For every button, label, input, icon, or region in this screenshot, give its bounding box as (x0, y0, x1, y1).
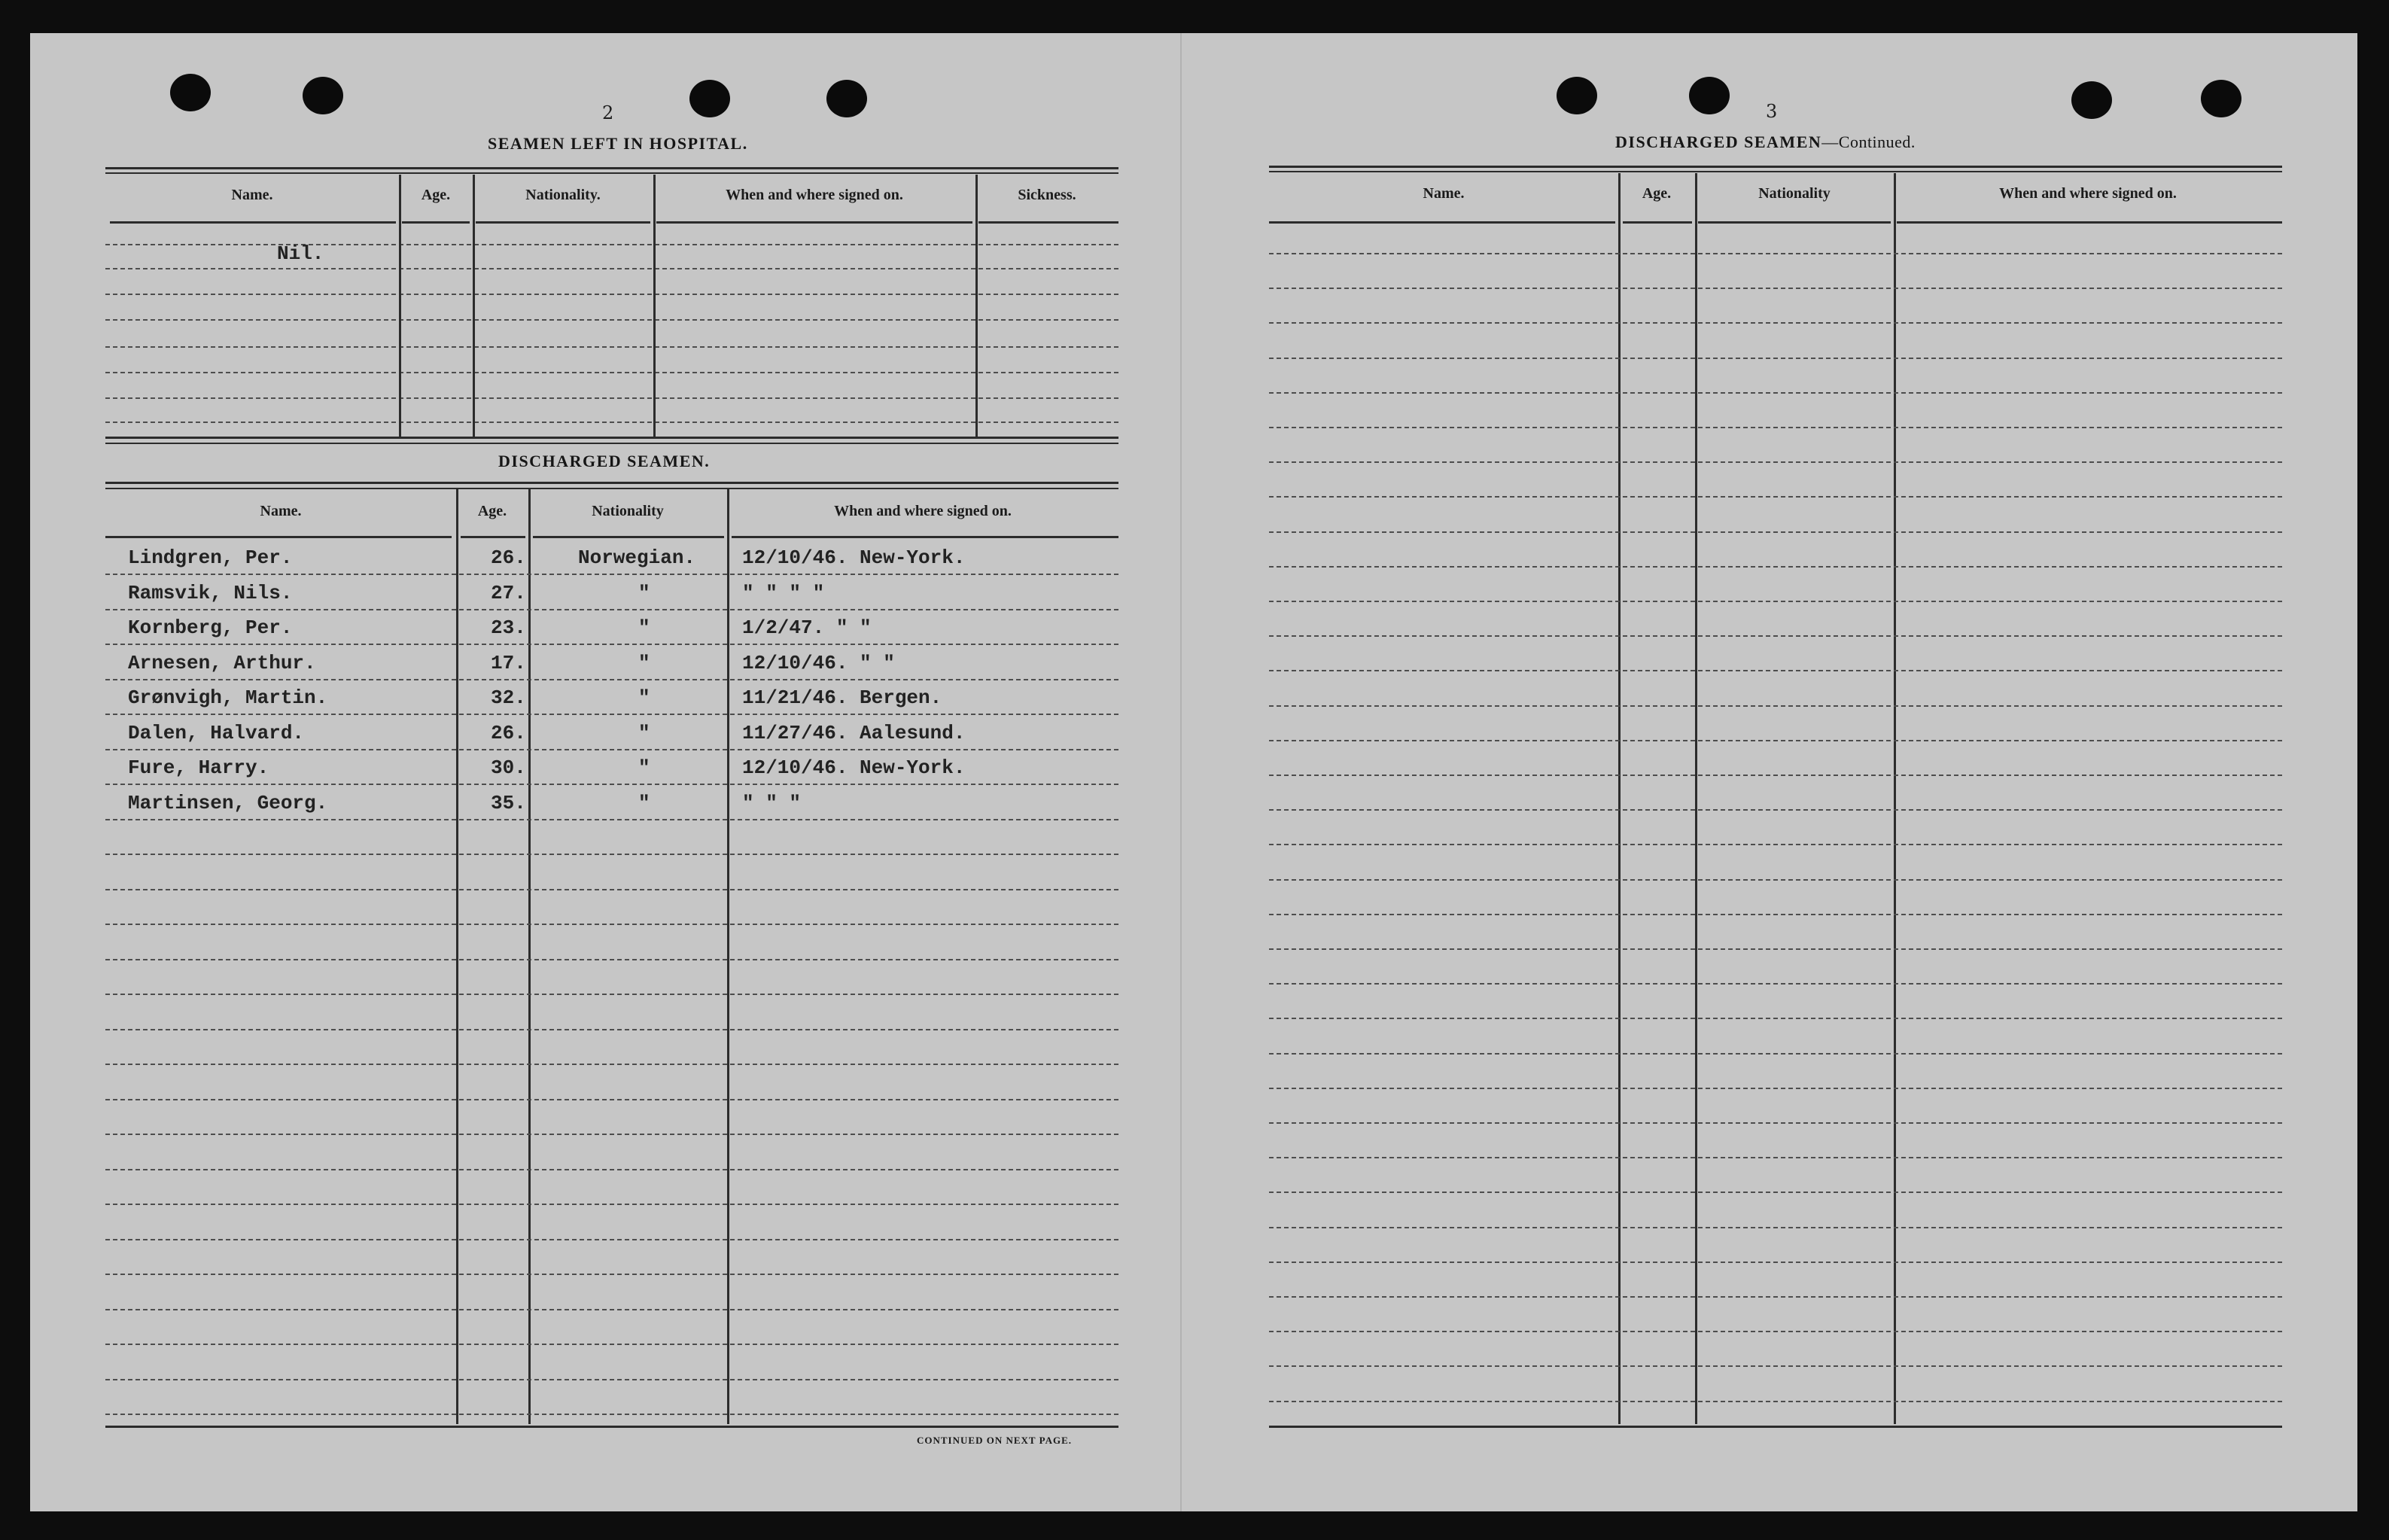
discharged-row-2-nationality: " (638, 616, 650, 639)
discharged-row-6-signed-on: 12/10/46. New-York. (742, 756, 966, 779)
discharged-header-rule-name (105, 536, 452, 538)
discharged-ruled-line (105, 1099, 1118, 1100)
continued-ruled-line (1269, 427, 2282, 428)
continued-ruled-line (1269, 983, 2282, 985)
hospital-ruled-line (105, 346, 1118, 348)
continued-header-rule-nat (1698, 221, 1891, 224)
continued-ruled-line (1269, 601, 2282, 602)
hospital-ruled-line (105, 372, 1118, 373)
discharged-row-1-nationality: " (638, 582, 650, 604)
continued-ruled-line (1269, 740, 2282, 741)
discharged-top-rule (105, 482, 1118, 484)
discharged-row-1-age: 27. (491, 582, 526, 604)
discharged-column-divider (456, 489, 458, 1424)
continued-ruled-line (1269, 775, 2282, 776)
punch-hole (689, 80, 730, 117)
discharged-ruled-line (105, 1064, 1118, 1065)
discharged-ruled-line (105, 1169, 1118, 1170)
continued-ruled-line (1269, 844, 2282, 845)
continued-header-3: When and where signed on. (1999, 185, 2177, 202)
continued-ruled-line (1269, 1262, 2282, 1263)
discharged-ruled-line (105, 574, 1118, 575)
continued-header-1: Age. (1642, 185, 1672, 202)
hospital-header-4: Sickness. (1018, 187, 1076, 203)
discharged-row-3-name: Arnesen, Arthur. (128, 652, 316, 674)
hospital-ruled-line (105, 268, 1118, 269)
hospital-header-rule-sick (978, 221, 1118, 224)
continued-ruled-line (1269, 1157, 2282, 1158)
discharged-header-1: Age. (477, 503, 507, 519)
continued-column-divider (1618, 173, 1621, 1424)
discharged-ruled-line (105, 924, 1118, 925)
continued-ruled-line (1269, 1331, 2282, 1332)
discharged-header-rule-age (461, 536, 525, 538)
hospital-column-divider (653, 175, 656, 437)
discharged-ruled-line (105, 1379, 1118, 1380)
discharged-row-6-nationality: " (638, 756, 650, 779)
discharged-row-0-nationality: Norwegian. (578, 546, 696, 569)
continued-ruled-line (1269, 809, 2282, 811)
continued-top-rule (1269, 166, 2282, 168)
continued-header-0: Name. (1423, 185, 1465, 202)
discharged-row-0-signed-on: 12/10/46. New-York. (742, 546, 966, 569)
discharged-ruled-line (105, 1239, 1118, 1240)
continued-top-rule-thin (1269, 171, 2282, 172)
discharged-row-3-nationality: " (638, 652, 650, 674)
punch-hole (826, 80, 867, 117)
discharged-header-3: When and where signed on. (834, 503, 1012, 519)
continued-ruled-line (1269, 948, 2282, 950)
discharged-row-7-age: 35. (491, 792, 526, 814)
discharged-ruled-line (105, 1274, 1118, 1275)
discharged-header-0: Name. (260, 503, 302, 519)
continued-ruled-line (1269, 1122, 2282, 1124)
continued-ruled-line (1269, 1088, 2282, 1089)
discharged-row-5-signed-on: 11/27/46. Aalesund. (742, 722, 966, 744)
continued-ruled-line (1269, 392, 2282, 394)
discharged-ruled-line (105, 749, 1118, 750)
discharged-top-rule-thin (105, 488, 1118, 489)
hospital-bottom-rule (105, 437, 1118, 439)
discharged-row-4-signed-on: 11/21/46. Bergen. (742, 686, 942, 709)
discharged-row-3-signed-on: 12/10/46. " " (742, 652, 895, 674)
discharged-row-2-age: 23. (491, 616, 526, 639)
continued-footer: CONTINUED ON NEXT PAGE. (917, 1435, 1072, 1446)
discharged-ruled-line (105, 959, 1118, 960)
hospital-top-rule (105, 167, 1118, 169)
discharged-ruled-line (105, 1029, 1118, 1030)
continued-ruled-line (1269, 1296, 2282, 1298)
continued-ruled-line (1269, 1053, 2282, 1055)
discharged-ruled-line (105, 784, 1118, 785)
hospital-header-3: When and where signed on. (726, 187, 903, 203)
discharged-ruled-line (105, 1344, 1118, 1345)
continued-ruled-line (1269, 635, 2282, 637)
page-number-right: 3 (1766, 101, 1778, 122)
hospital-header-rule-when (656, 221, 972, 224)
hospital-section-title: SEAMEN LEFT IN HOSPITAL. (488, 134, 748, 153)
continued-ruled-line (1269, 1018, 2282, 1019)
discharged-header-rule-when (732, 536, 1118, 538)
continued-ruled-line (1269, 322, 2282, 324)
hospital-nil-entry: Nil. (277, 242, 324, 265)
continued-header-2: Nationality (1758, 185, 1831, 202)
discharged-ruled-line (105, 609, 1118, 610)
discharged-ruled-line (105, 644, 1118, 645)
discharged-column-divider (727, 489, 729, 1424)
discharged-row-4-age: 32. (491, 686, 526, 709)
discharged-row-7-nationality: " (638, 792, 650, 814)
continued-header-rule-age (1623, 221, 1692, 224)
discharged-ruled-line (105, 1204, 1118, 1205)
discharged-ruled-line (105, 889, 1118, 890)
punch-hole (2201, 80, 2241, 117)
continued-title-main: DISCHARGED SEAMEN (1615, 132, 1822, 151)
discharged-row-7-signed-on: " " " (742, 792, 802, 814)
discharged-ruled-line (105, 679, 1118, 680)
hospital-header-0: Name. (231, 187, 273, 203)
hospital-ruled-line (105, 422, 1118, 423)
hospital-column-divider (399, 175, 401, 437)
continued-header-rule-name (1269, 221, 1615, 224)
discharged-section-title: DISCHARGED SEAMEN. (498, 452, 711, 470)
discharged-ruled-line (105, 819, 1118, 820)
form-sheet (30, 33, 2357, 1511)
discharged-ruled-line (105, 714, 1118, 715)
hospital-header-1: Age. (421, 187, 451, 203)
page-number-left: 2 (602, 102, 614, 123)
hospital-ruled-line (105, 397, 1118, 399)
discharged-row-1-name: Ramsvik, Nils. (128, 582, 293, 604)
discharged-row-5-name: Dalen, Halvard. (128, 722, 305, 744)
discharged-row-1-signed-on: " " " " (742, 582, 825, 604)
hospital-header-rule-nat (476, 221, 650, 224)
page-fold (1180, 33, 1182, 1511)
continued-ruled-line (1269, 288, 2282, 289)
discharged-row-0-name: Lindgren, Per. (128, 546, 293, 569)
continued-ruled-line (1269, 496, 2282, 498)
continued-ruled-line (1269, 1401, 2282, 1402)
continued-ruled-line (1269, 358, 2282, 359)
discharged-row-4-name: Grønvigh, Martin. (128, 686, 328, 709)
continued-ruled-line (1269, 705, 2282, 707)
discharged-row-5-nationality: " (638, 722, 650, 744)
continued-title-suffix: —Continued. (1821, 132, 1916, 151)
discharged-row-5-age: 26. (491, 722, 526, 744)
hospital-column-divider (473, 175, 475, 437)
discharged-ruled-line (105, 994, 1118, 995)
discharged-row-7-name: Martinsen, Georg. (128, 792, 328, 814)
discharged-header-rule-nat (533, 536, 724, 538)
continued-header-rule-when (1897, 221, 2282, 224)
continued-ruled-line (1269, 531, 2282, 533)
punch-hole (303, 77, 343, 114)
hospital-bottom-rule-thin (105, 443, 1118, 444)
discharged-row-6-age: 30. (491, 756, 526, 779)
hospital-top-rule-thin (105, 172, 1118, 174)
continued-section-title (1615, 132, 1916, 152)
continued-column-divider (1894, 173, 1896, 1424)
continued-ruled-line (1269, 670, 2282, 671)
hospital-header-rule-age (402, 221, 470, 224)
continued-ruled-line (1269, 879, 2282, 881)
continued-ruled-line (1269, 461, 2282, 463)
discharged-row-0-age: 26. (491, 546, 526, 569)
punch-hole (170, 74, 211, 111)
continued-ruled-line (1269, 1192, 2282, 1193)
discharged-ruled-line (105, 1134, 1118, 1135)
discharged-bottom-rule (105, 1426, 1118, 1428)
discharged-ruled-line (105, 854, 1118, 855)
continued-ruled-line (1269, 253, 2282, 254)
continued-ruled-line (1269, 1227, 2282, 1228)
discharged-row-2-signed-on: 1/2/47. " " (742, 616, 872, 639)
punch-hole (1689, 77, 1730, 114)
discharged-header-2: Nationality (592, 503, 664, 519)
hospital-column-divider (975, 175, 978, 437)
discharged-row-3-age: 17. (491, 652, 526, 674)
hospital-header-rule-name (110, 221, 396, 224)
continued-ruled-line (1269, 566, 2282, 568)
discharged-ruled-line (105, 1414, 1118, 1415)
hospital-ruled-line (105, 244, 1118, 245)
discharged-row-6-name: Fure, Harry. (128, 756, 269, 779)
continued-column-divider (1695, 173, 1697, 1424)
punch-hole (1557, 77, 1597, 114)
discharged-row-2-name: Kornberg, Per. (128, 616, 293, 639)
hospital-ruled-line (105, 294, 1118, 295)
discharged-row-4-nationality: " (638, 686, 650, 709)
discharged-column-divider (528, 489, 531, 1424)
discharged-ruled-line (105, 1309, 1118, 1310)
punch-hole (2071, 81, 2112, 119)
continued-ruled-line (1269, 914, 2282, 915)
hospital-header-2: Nationality. (525, 187, 601, 203)
continued-bottom-rule (1269, 1426, 2282, 1428)
continued-ruled-line (1269, 1365, 2282, 1367)
hospital-ruled-line (105, 319, 1118, 321)
